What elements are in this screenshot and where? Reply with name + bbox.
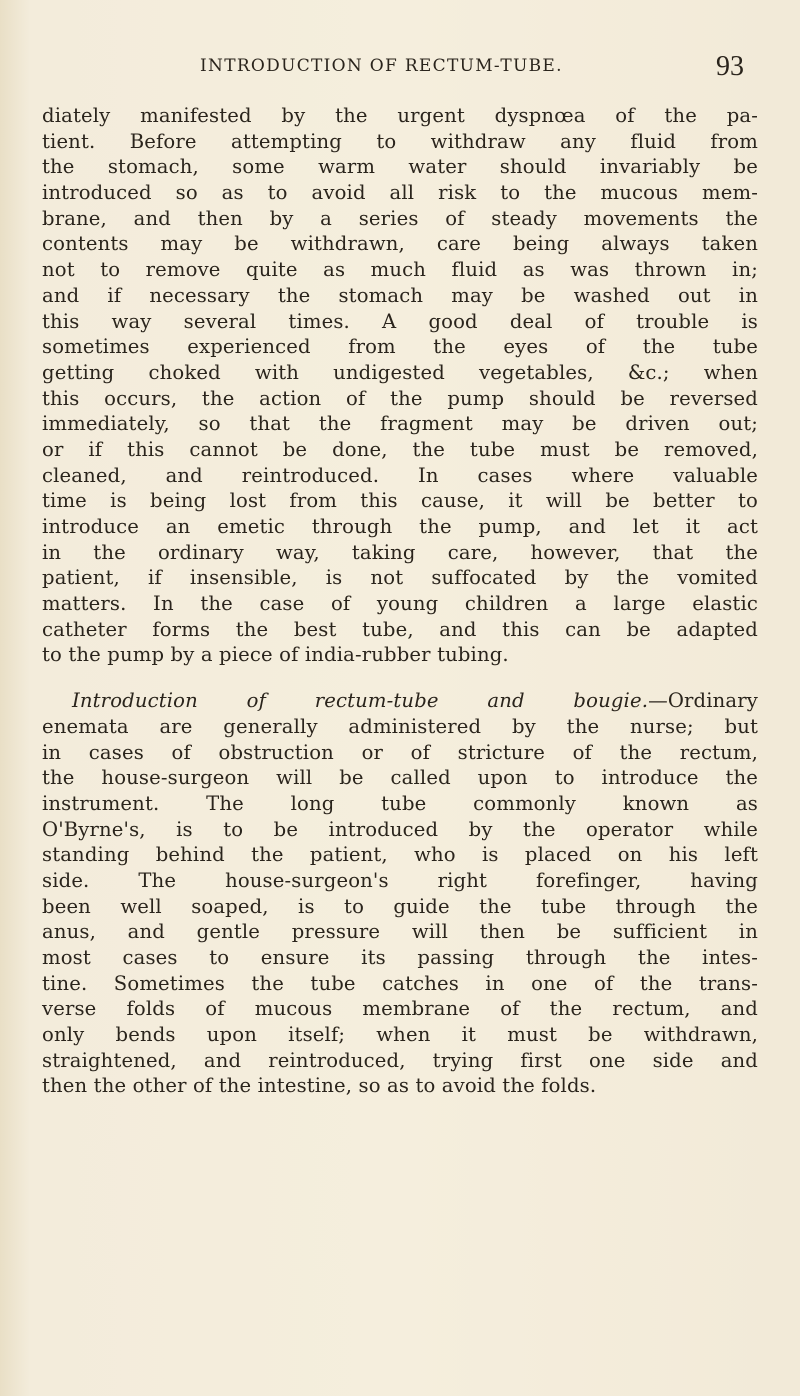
text-line: O'Byrne's, is to be introduced by the operator while [42,817,758,841]
text-line: catheter forms the best tube, and this can be adapted [42,617,758,641]
paragraph-rectum-tube [42,688,758,1099]
heading-continuation: —Ordinary [648,689,758,713]
text-line: and if necessary the stomach may be washed out in [42,283,758,307]
text-line: patient, if insensible, is not suffocated by the vomited [42,566,758,590]
text-line: enemata are generally administered by the nurse; but [42,714,758,738]
text-line: tine. Sometimes the tube catches in one of the trans- [42,971,758,995]
text-line: instrument. The long tube commonly known as [42,791,758,815]
text-line: then the other of the intestine, so as to avoid the folds. [42,1074,597,1098]
text-line: introduce an emetic through the pump, and let it act [42,515,758,538]
text-line: time is being lost from this cause, it will be better to [42,489,758,513]
text-line: tient. Before attempting to withdraw any fluid from [42,129,758,153]
text-line: sometimes experienced from the eyes of the tube [42,335,758,359]
paragraph-stomach-pump [42,103,758,668]
section-heading: Introduction of rectum-tube and bougie. [72,689,649,713]
text-line: matters. In the case of young children a large elastic [42,592,758,616]
page-number: 93 [716,51,744,82]
text-line: the house-surgeon will be called upon to introduce the [42,766,758,790]
text-line: getting choked with undigested vegetables, &c.; when [42,360,758,384]
paragraph-first-line [42,688,758,714]
text-line: most cases to ensure its passing through the intes- [42,946,758,969]
text-line: been well soaped, is to guide the tube through the [42,894,758,918]
text-line: anus, and gentle pressure will then be sufficient in [42,920,758,944]
paragraph-gap [42,668,758,688]
text-line: in the ordinary way, taking care, however, that the [42,540,758,564]
page-header [0,51,800,86]
text-line: side. The house-surgeon's right forefinger, having [42,868,758,892]
text-line: to the pump by a piece of india-rubber tubing. [42,643,509,667]
running-head: INTRODUCTION OF RECTUM-TUBE. [200,56,563,76]
text-line: straightened, and reintroduced, trying first one side and [42,1048,758,1072]
text-line: verse folds of mucous membrane of the rectum, and [42,997,758,1021]
text-line: this occurs, the action of the pump should be reversed [42,386,758,410]
text-line: immediately, so that the fragment may be driven out; [42,412,758,436]
text-line: contents may be withdrawn, care being always taken [42,232,758,256]
text-line: standing behind the patient, who is placed on his left [42,843,758,867]
body-text [42,103,758,1099]
text-line: introduced so as to avoid all risk to the mucous mem- [42,181,758,205]
text-line: not to remove quite as much fluid as was thrown in; [42,258,758,282]
text-line: diately manifested by the urgent dyspnœa of the pa- [42,104,758,127]
text-line: brane, and then by a series of steady movements the [42,206,758,230]
text-line: or if this cannot be done, the tube must be removed, [42,437,758,461]
text-line: this way several times. A good deal of trouble is [42,309,758,333]
text-line: in cases of obstruction or of stricture of the rectum, [42,740,758,764]
text-line: cleaned, and reintroduced. In cases where valuable [42,463,758,487]
text-line: the stomach, some warm water should invariably be [42,155,758,179]
text-line: only bends upon itself; when it must be withdrawn, [42,1023,758,1047]
